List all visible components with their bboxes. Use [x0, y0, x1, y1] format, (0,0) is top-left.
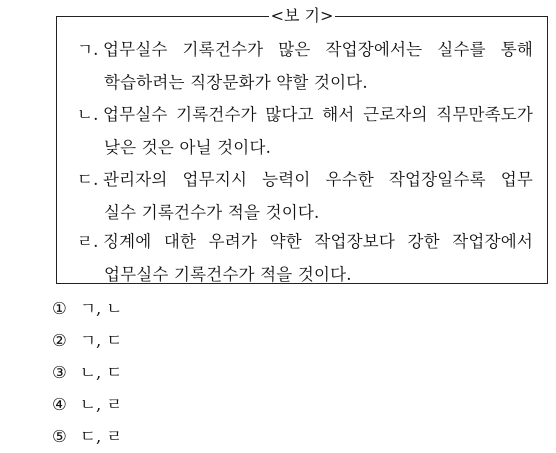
statement-ㄷ — [77, 163, 533, 229]
statement-marker: ㄹ. — [77, 232, 99, 251]
choice-1[interactable] — [52, 293, 122, 325]
choice-number: ② — [52, 331, 67, 350]
statement-marker: ㄷ. — [77, 170, 99, 189]
statement-marker: ㄴ. — [77, 105, 99, 124]
choice-number: ⑤ — [52, 427, 67, 446]
statement-line — [77, 258, 533, 291]
statement-text: 관리자의 업무지시 능력이 우수한 작업장일수록 업무 — [103, 170, 533, 189]
statement-marker: ㄱ. — [77, 40, 99, 59]
statement-text: 업무실수 기록건수가 많은 작업장에서는 실수를 통해 — [103, 40, 533, 59]
box-title — [57, 6, 547, 26]
choice-4[interactable] — [52, 389, 122, 421]
choice-number: ① — [52, 299, 67, 318]
choice-number: ③ — [52, 363, 67, 382]
statement-line — [77, 225, 533, 258]
statement-text: 학습하려는 직장문화가 약할 것이다. — [104, 73, 368, 92]
statement-line — [77, 33, 533, 66]
choice-text: ㄱ, ㄴ — [80, 299, 123, 318]
choice-text: ㄷ, ㄹ — [80, 427, 123, 446]
statement-ㄱ — [77, 33, 533, 99]
statement-text: 징계에 대한 우려가 약한 작업장보다 강한 작업장에서 — [103, 232, 533, 251]
choice-3[interactable] — [52, 357, 122, 389]
choice-number: ④ — [52, 395, 67, 414]
statement-ㄴ — [77, 98, 533, 164]
statement-text: 낮은 것은 아닐 것이다. — [104, 138, 272, 157]
answer-choices — [52, 293, 122, 453]
choice-5[interactable] — [52, 421, 122, 453]
statement-line — [77, 66, 533, 99]
statement-line — [77, 131, 533, 164]
statement-text: 실수 기록건수가 적을 것이다. — [104, 203, 320, 222]
statement-line — [77, 98, 533, 131]
choice-text: ㄱ, ㄷ — [80, 331, 123, 350]
example-box — [56, 6, 548, 284]
statement-text: 업무실수 기록건수가 많다고 해서 근로자의 직무만족도가 — [103, 105, 533, 124]
statement-ㄹ — [77, 225, 533, 291]
statement-text: 업무실수 기록건수가 적을 것이다. — [104, 265, 352, 284]
statement-line — [77, 163, 533, 196]
choice-text: ㄴ, ㄷ — [80, 363, 123, 382]
box-title-text: <보 기> — [270, 6, 334, 25]
choice-text: ㄴ, ㄹ — [80, 395, 123, 414]
choice-2[interactable] — [52, 325, 122, 357]
